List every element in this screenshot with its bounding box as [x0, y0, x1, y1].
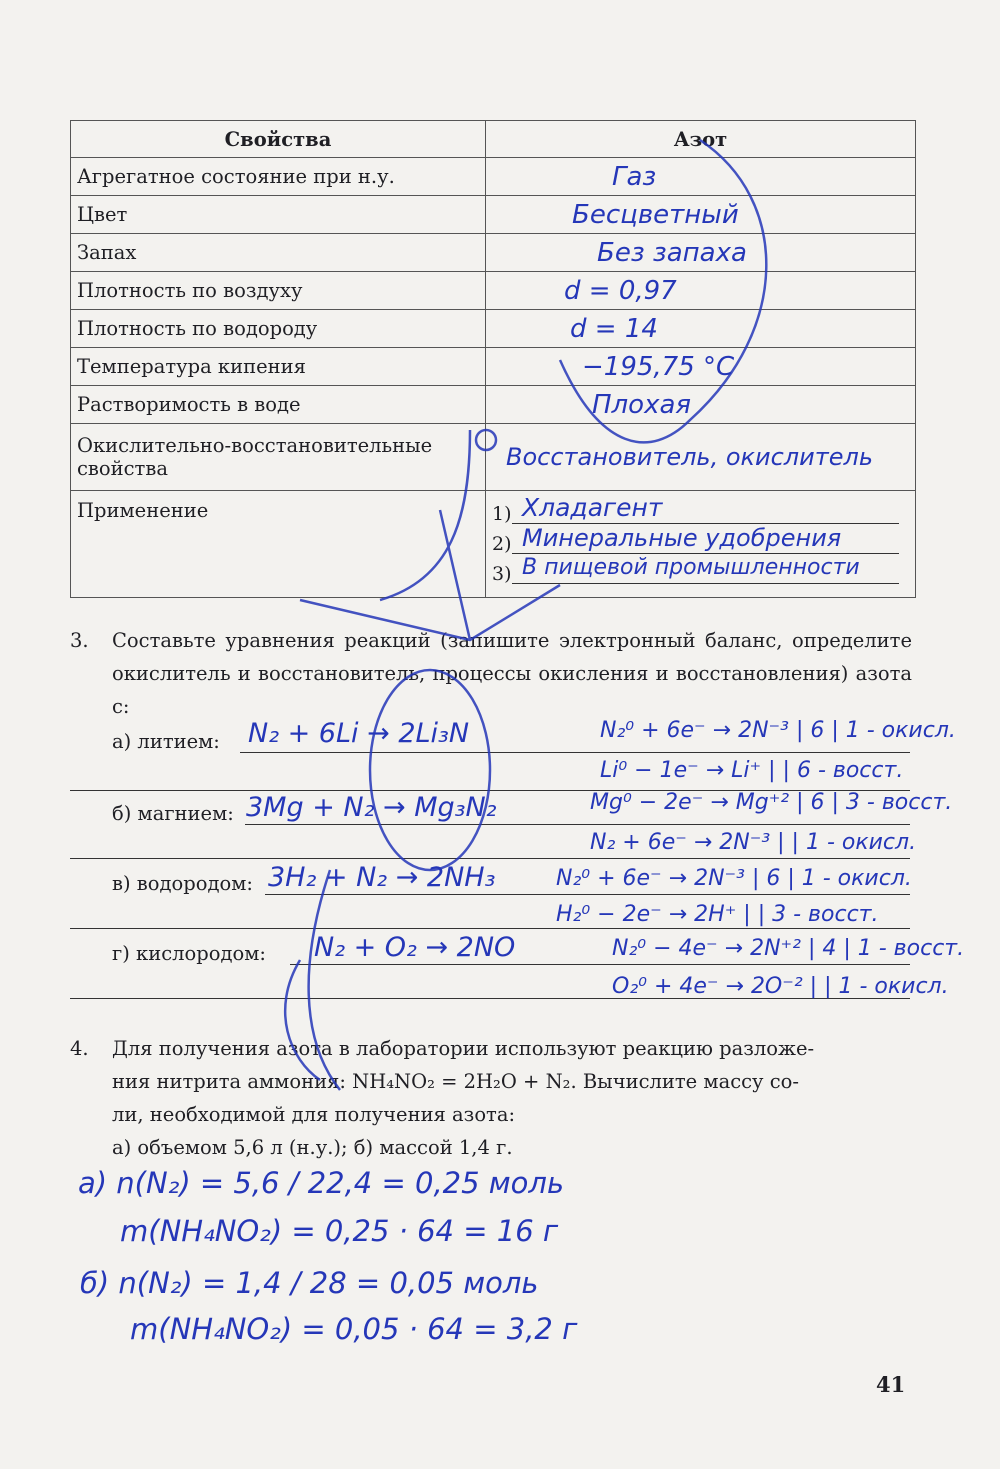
handwritten-answer: Бесцветный: [572, 199, 739, 230]
application-line: 1) Хладагент: [492, 499, 909, 529]
handwritten-equation: 3H₂ + N₂ → 2NH₃: [268, 862, 496, 893]
handwritten-answer: Плохая: [592, 389, 692, 420]
task-text: Для получения азота в лаборатории используют реакцию разложе- ния нитрита аммония: NH₄NO₂ = 2H₂O + N₂. Вычислите массу со- ли, необходимой для получения азота: а) объемом 5,6 л (н.у.); б) массой 1,4 г.: [112, 1037, 815, 1159]
page-number: 41: [876, 1372, 906, 1397]
handwritten-equation: 3Mg + N₂ → Mg₃N₂: [246, 792, 497, 823]
header-nitrogen: Азот: [486, 121, 916, 158]
handwritten-answer: d = 0,97: [564, 275, 677, 306]
handwritten-balance: N₂⁰ + 6e⁻ → 2N⁻³ | 6 | 1 - окисл.: [600, 718, 956, 743]
handwritten-solution-line: m(NH₄NO₂) = 0,25 · 64 = 16 г: [120, 1214, 559, 1248]
property-label: Растворимость в воде: [71, 386, 486, 424]
application-line: 3) В пищевой промышленности: [492, 559, 909, 589]
property-label: Плотность по воздуху: [71, 272, 486, 310]
handwritten-balance: Mg⁰ − 2e⁻ → Mg⁺² | 6 | 3 - восст.: [590, 790, 953, 815]
property-label: Запах: [71, 234, 486, 272]
handwritten-answer: В пищевой промышленности: [522, 555, 860, 580]
handwritten-solution-line: m(NH₄NO₂) = 0,05 · 64 = 3,2 г: [130, 1312, 578, 1346]
property-label: Плотность по водороду: [71, 310, 486, 348]
application-line: 2) Минеральные удобрения: [492, 529, 909, 559]
handwritten-balance: N₂⁰ + 6e⁻ → 2N⁻³ | 6 | 1 - окисл.: [556, 866, 912, 891]
handwritten-balance: N₂ + 6e⁻ → 2N⁻³ | | 1 - окисл.: [590, 830, 917, 855]
property-label: Агрегатное состояние при н.у.: [71, 158, 486, 196]
handwritten-answer: Хладагент: [522, 493, 663, 522]
handwritten-balance: O₂⁰ + 4e⁻ → 2O⁻² | | 1 - окисл.: [612, 974, 949, 999]
handwritten-balance: Li⁰ − 1e⁻ → Li⁺ | | 6 - восст.: [600, 758, 904, 783]
task-text: Составьте уравнения реакций (запишите электронный баланс, определите окислитель и восстановитель, процессы окисления и восстановления) азота с:: [112, 629, 912, 718]
subtask-label: б) магнием:: [112, 802, 234, 825]
handwritten-equation: N₂ + 6Li → 2Li₃N: [248, 718, 470, 749]
subtask-label: в) водородом:: [112, 872, 253, 895]
property-label: Окислительно-восстановительные свойства: [71, 424, 486, 491]
property-label: Температура кипения: [71, 348, 486, 386]
property-label: Применение: [71, 491, 486, 598]
handwritten-answer: Минеральные удобрения: [522, 524, 842, 552]
handwritten-equation: N₂ + O₂ → 2NO: [314, 932, 516, 963]
handwritten-answer: Восстановитель, окислитель: [506, 443, 873, 471]
handwritten-answer: Газ: [612, 161, 657, 192]
handwritten-solution-line: а) n(N₂) = 5,6 / 22,4 = 0,25 моль: [78, 1166, 565, 1200]
task-number: 4.: [70, 1037, 89, 1060]
handwritten-answer: Без запаха: [597, 237, 747, 268]
subtask-label: а) литием:: [112, 730, 220, 753]
handwritten-answer: −195,75 °С: [582, 351, 735, 382]
handwritten-answer: d = 14: [570, 313, 658, 344]
header-properties: Свойства: [71, 121, 486, 158]
property-label: Цвет: [71, 196, 486, 234]
handwritten-solution-line: б) n(N₂) = 1,4 / 28 = 0,05 моль: [80, 1266, 539, 1300]
subtask-label: г) кислородом:: [112, 942, 266, 965]
handwritten-balance: N₂⁰ − 4e⁻ → 2N⁺² | 4 | 1 - восст.: [612, 936, 965, 961]
task-number: 3.: [70, 629, 89, 652]
handwritten-balance: H₂⁰ − 2e⁻ → 2H⁺ | | 3 - восст.: [556, 902, 879, 927]
